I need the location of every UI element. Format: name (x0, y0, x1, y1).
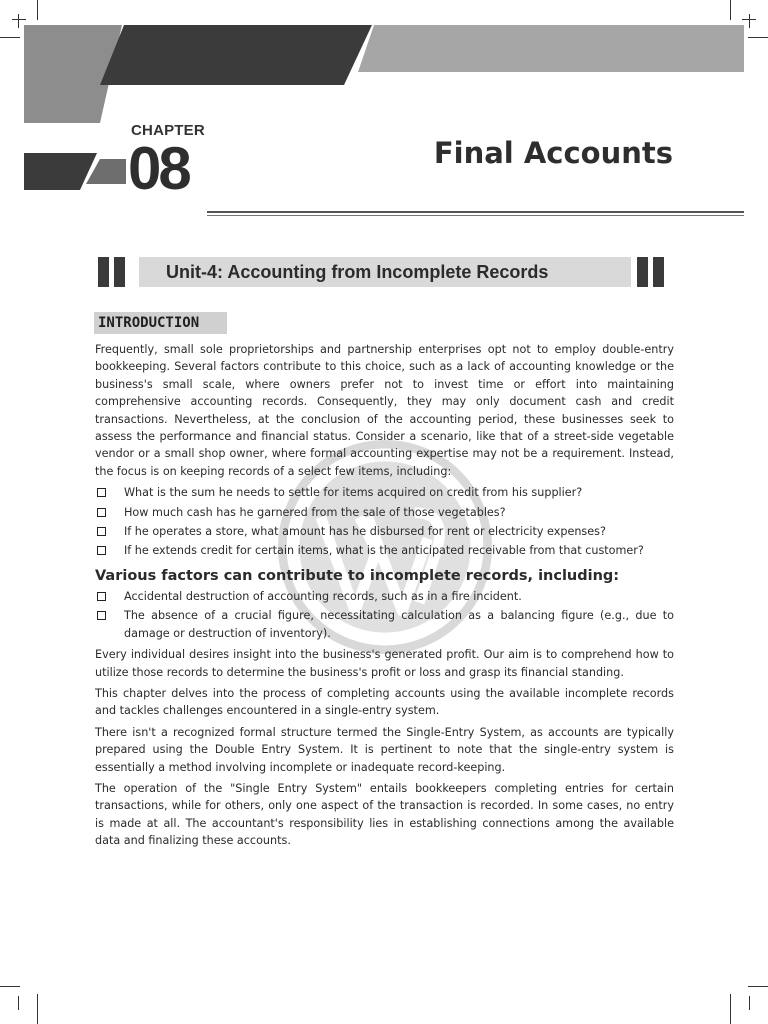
checkbox-icon (97, 527, 106, 536)
title-rule-thin (207, 215, 744, 216)
header-bar-light (358, 25, 744, 72)
unit-block-left-1 (98, 257, 109, 287)
factors-heading: Various factors can contribute to incomplete records, including: (95, 567, 620, 584)
body-paragraph: There isn't a recognized formal structure termed the Single-Entry System, as accounts are typically prepared using the Double Entry System. It is pertinent to note that the single-entry system is essentially a method involving incomplete or inadequate record-keeping. (95, 725, 674, 774)
checkbox-icon (97, 546, 106, 555)
checkbox-icon (97, 488, 106, 497)
introduction-paragraph: Frequently, small sole proprietorships and partnership enterprises opt not to employ double-entry bookkeeping. Several factors contribute to this choice, such as a lack of accounting knowledge or the business's small scale, where owners prefer not to invest time or effort into maintaining comprehensive accounting records. Consequently, they may only document cash and credit transactions. Nevertheless, at the conclusion of the accounting period, these businesses seek to assess the performance and financial status. Consider a scenario, like that of a street-side vegetable vendor or a small shop owner, where formal accounting expertise may not be a requirement. Instead, the focus is on keeping records of a select few items, including: (95, 343, 674, 478)
header-bar-dark (100, 25, 372, 85)
crop-mark (37, 994, 38, 1024)
list-item-text: What is the sum he needs to settle for items acquired on credit from his supplier? (124, 486, 583, 500)
unit-title: Unit-4: Accounting from Incomplete Records (166, 262, 549, 282)
unit-block-right-1 (637, 257, 648, 287)
list-item (95, 504, 674, 521)
header-bars (0, 0, 768, 130)
crop-mark (0, 986, 20, 987)
body-paragraph: This chapter delves into the process of completing accounts using the available incomplete records and tackles challenges encountered in a single-entry system. (95, 686, 674, 718)
body-paragraph: Every individual desires insight into the business's generated profit. Our aim is to comprehend how to utilize those records to determine the business's profit or loss and grasp its financial standing. (95, 648, 674, 679)
list-item (95, 523, 674, 540)
list-item-text: How much cash has he garnered from the sale of those vegetables? (124, 505, 506, 519)
unit-block-right-2 (653, 257, 664, 287)
unit-block-left-2 (114, 257, 125, 287)
chapter-block-dark (24, 153, 97, 190)
crop-mark (748, 986, 768, 987)
checkbox-icon (97, 592, 106, 601)
chapter-title: Final Accounts (433, 136, 673, 170)
introduction-heading: INTRODUCTION (98, 315, 200, 331)
list-item-text: The absence of a crucial figure, necessitating calculation as a balancing figure (e.g., due to damage or destruction of inventory). (124, 609, 674, 640)
checkbox-icon (97, 508, 106, 517)
crop-mark (18, 996, 19, 1010)
chapter-blocks (0, 153, 130, 193)
chapter-number: 08 (128, 135, 189, 202)
list-item-text: If he operates a store, what amount has he disbursed for rent or electricity expenses? (124, 525, 606, 539)
list-item-text: Accidental destruction of accounting records, such as in a fire incident. (124, 589, 522, 603)
factors-list (95, 588, 674, 642)
body-paragraph: The operation of the "Single Entry System" entails bookkeepers completing entries for certain transactions, while for others, only one aspect of the transaction is recorded. In some cases, no entry is made at all. The accountant's responsibility lies in establishing connections among the available data and finalizing these accounts. (95, 781, 674, 848)
crop-mark (749, 996, 750, 1010)
title-rule (207, 211, 744, 213)
checkbox-icon (97, 611, 106, 620)
list-item (95, 607, 674, 642)
list-item-text: If he extends credit for certain items, what is the anticipated receivable from that customer? (124, 544, 644, 558)
crop-mark (730, 994, 731, 1024)
list-item (95, 588, 674, 605)
page-body (95, 341, 674, 854)
list-item (95, 484, 674, 501)
chapter-label: CHAPTER (131, 122, 205, 139)
introduction-list (95, 484, 674, 560)
list-item (95, 542, 674, 559)
